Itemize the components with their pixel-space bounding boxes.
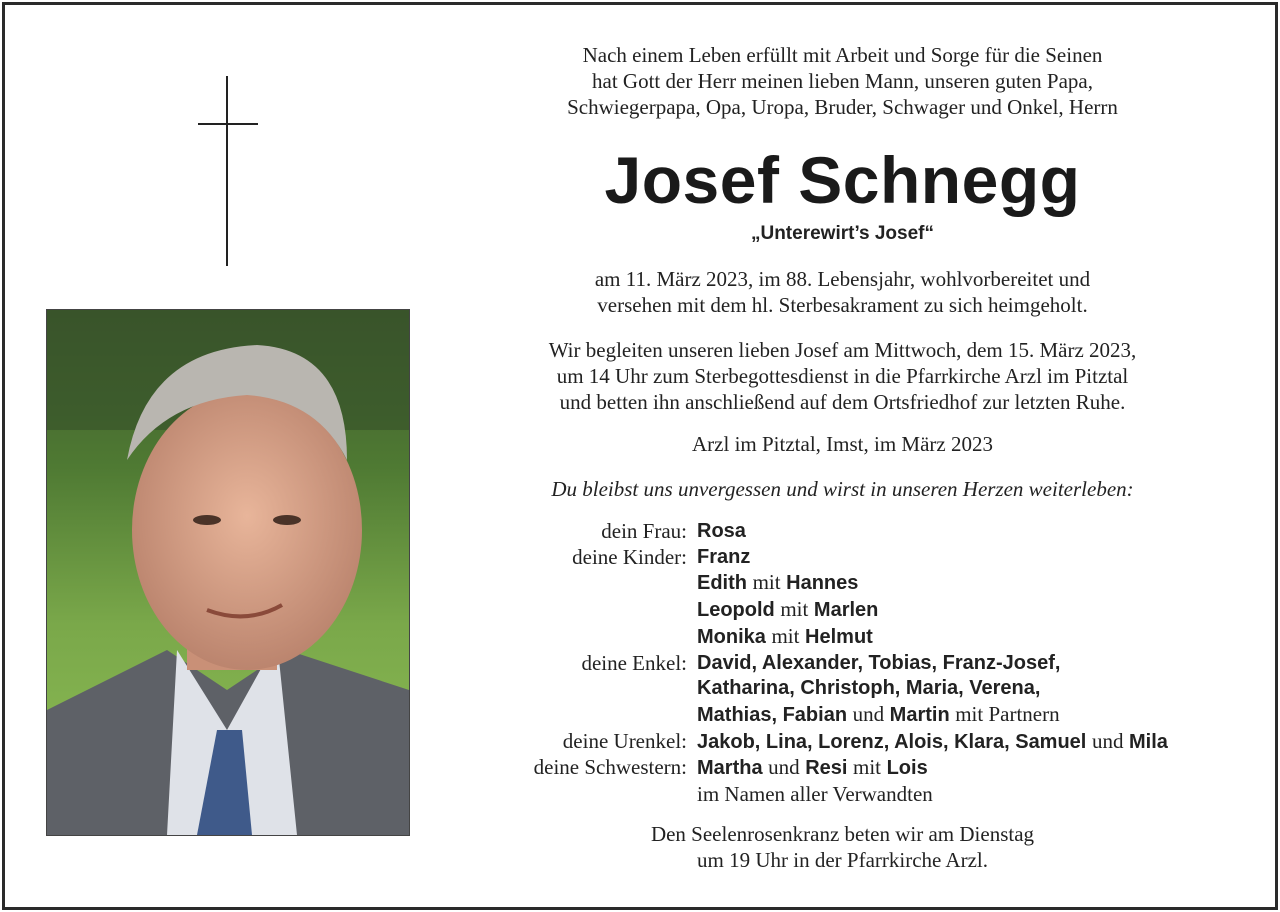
role-label: deine Enkel: xyxy=(581,650,687,675)
rosary-notice xyxy=(470,821,1215,873)
mourner-name: Martin xyxy=(889,703,950,726)
mourner-row-children xyxy=(470,624,1260,651)
mourner-name: Martha xyxy=(697,757,763,780)
role-label: dein Frau: xyxy=(601,519,687,543)
mourner-name: Resi xyxy=(805,757,848,780)
mourner-row-sisters xyxy=(470,755,1260,782)
mourner-row-children xyxy=(470,570,1260,597)
mourner-name: Monika xyxy=(697,625,766,648)
mourner-row-children xyxy=(470,597,1260,624)
connector-word: und xyxy=(1091,728,1124,753)
mourner-name: Edith xyxy=(697,572,747,595)
connector-word: mit Partnern xyxy=(955,701,1060,726)
mourner-name: Hannes xyxy=(786,572,859,595)
deceased-nickname: „Unterewirt’s Josef“ xyxy=(750,223,934,244)
funeral-notice xyxy=(470,337,1215,415)
connector-word: mit xyxy=(853,755,882,780)
funeral-line: um 14 Uhr zum Sterbegottesdienst in die Pfarrkirche Arzl im Pitztal xyxy=(556,364,1129,388)
rosary-line: um 19 Uhr in der Pfarrkirche Arzl. xyxy=(697,848,988,872)
intro-line: Nach einem Leben erfüllt mit Arbeit und Sorge für die Seinen xyxy=(582,43,1103,67)
funeral-line: Wir begleiten unseren lieben Josef am Mittwoch, dem 15. März 2023, xyxy=(548,338,1137,362)
mourner-name: Lois xyxy=(886,757,928,780)
mourner-row-great-grandchildren xyxy=(470,729,1260,756)
mourner-name: Marlen xyxy=(813,599,879,622)
place-date: Arzl im Pitztal, Imst, im März 2023 xyxy=(692,432,993,456)
role-label: deine Kinder: xyxy=(572,544,687,569)
role-label: deine Schwestern: xyxy=(533,755,687,780)
connector-word: und xyxy=(852,701,885,726)
mourner-name: Leopold xyxy=(697,599,775,622)
mourner-name: Rosa xyxy=(697,520,746,542)
mourner-name: Jakob, Lina, Lorenz, Alois, Klara, Samuel xyxy=(697,730,1087,753)
mourner-name: Mathias, Fabian xyxy=(697,703,848,726)
mourner-row-grandchildren xyxy=(470,651,1260,677)
motto: Du bleibst uns unvergessen und wirst in unseren Herzen weiterleben: xyxy=(551,477,1134,501)
mourner-name: David, Alexander, Tobias, Franz-Josef, xyxy=(697,651,1061,674)
connector-word: mit xyxy=(771,623,800,648)
deceased-name: Josef Schnegg xyxy=(604,143,1081,217)
portrait-photo xyxy=(46,309,410,836)
mourner-row-grandchildren xyxy=(470,676,1260,702)
intro-text xyxy=(470,42,1215,120)
rosary-line: Den Seelenrosenkranz beten wir am Dienstag xyxy=(650,822,1035,846)
role-label: deine Urenkel: xyxy=(562,728,687,753)
mourner-name: Franz xyxy=(697,545,751,568)
cross-icon-bar xyxy=(198,123,258,125)
connector-word: und xyxy=(768,755,800,780)
death-notice xyxy=(470,266,1215,318)
connector-word: mit xyxy=(752,570,781,595)
death-line: am 11. März 2023, im 88. Lebensjahr, wohlvorbereitet und xyxy=(594,267,1091,291)
mourner-name: Katharina, Christoph, Maria, Verena, xyxy=(697,677,1041,700)
cross-icon xyxy=(226,76,228,266)
mourner-row-relatives xyxy=(470,782,1260,809)
mourner-name: Helmut xyxy=(805,625,873,648)
mourners-list xyxy=(470,519,1260,809)
mourner-row-grandchildren xyxy=(470,702,1260,729)
relatives-text: im Namen aller Verwandten xyxy=(697,782,933,807)
intro-line: Schwiegerpapa, Opa, Uropa, Bruder, Schwager und Onkel, Herrn xyxy=(567,95,1118,119)
mourner-row-children xyxy=(470,545,1260,571)
death-line: versehen mit dem hl. Sterbesakrament zu sich heimgeholt. xyxy=(597,293,1088,317)
intro-line: hat Gott der Herr meinen lieben Mann, unseren guten Papa, xyxy=(592,69,1093,93)
mourner-name: Mila xyxy=(1129,730,1168,753)
mourner-row-wife xyxy=(470,519,1260,545)
funeral-line: und betten ihn anschließend auf dem Ortsfriedhof zur letzten Ruhe. xyxy=(559,390,1126,414)
connector-word: mit xyxy=(780,597,809,622)
